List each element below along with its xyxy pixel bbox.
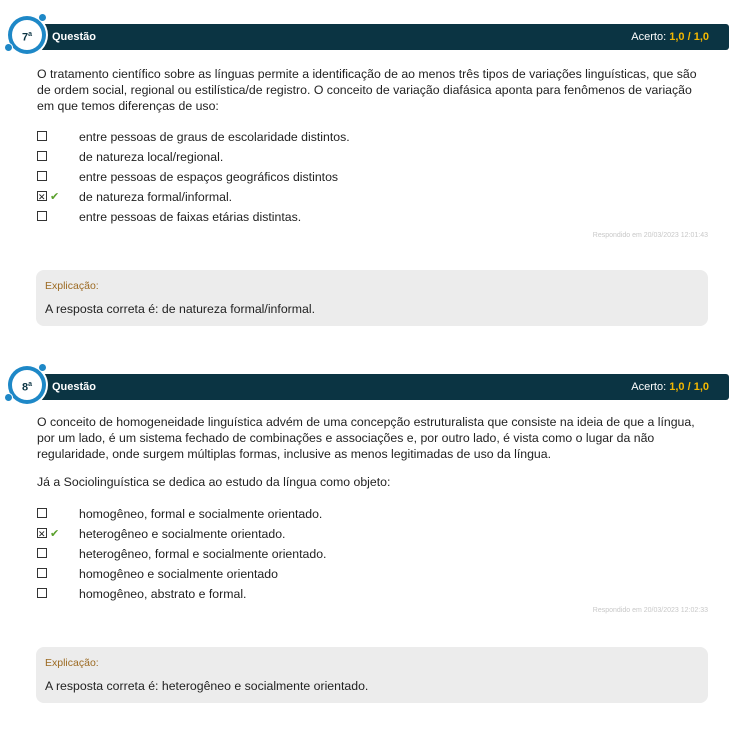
score-value: 1,0: [669, 381, 685, 393]
option-text: entre pessoas de faixas etárias distintas.: [79, 210, 302, 224]
explanation-title: Explicação:: [45, 280, 99, 292]
checkmark-icon: ✔: [50, 191, 60, 203]
question-header: [28, 24, 729, 50]
question-number-badge: [8, 366, 46, 404]
explanation-title: Explicação:: [45, 657, 99, 669]
explanation-text: A resposta correta é: heterogêneo e socialmente orientado.: [45, 679, 369, 693]
checkbox-checked-icon[interactable]: [37, 191, 47, 201]
score-total: 1,0: [693, 381, 709, 393]
question-number: 7: [21, 31, 29, 44]
checkbox-icon[interactable]: [37, 131, 47, 141]
badge-dot-icon: [4, 43, 13, 52]
question-stem: O conceito de homogeneidade linguística advém de uma concepção estruturalista que consiste na ideia de que a língua, por um lado, é um sistema fechado de combinações e associações e, por outro lado, é vista como o lugar da não regularidade, onde surgem múltiplas formas, inclusive as menos legitimadas de uso da língua.: [37, 415, 695, 461]
option-text: homogêneo, abstrato e formal.: [79, 587, 247, 601]
score: [631, 381, 709, 393]
checkbox-icon[interactable]: [37, 568, 47, 578]
question-label: Questão: [52, 381, 97, 393]
answered-timestamp: Respondido em 20/03/2023 12:01:43: [592, 232, 708, 239]
question-label: Questão: [52, 31, 97, 43]
checkbox-icon[interactable]: [37, 588, 47, 598]
option-text: de natureza formal/informal.: [79, 190, 233, 204]
question-ordinal: a: [28, 381, 33, 388]
option-text: de natureza local/regional.: [79, 150, 224, 164]
option-text: homogêneo, formal e socialmente orientado.: [79, 507, 323, 521]
checkbox-icon[interactable]: [37, 151, 47, 161]
explanation-box: [36, 270, 708, 326]
score: [631, 31, 709, 43]
checkmark-icon: ✔: [50, 528, 60, 540]
score-total: 1,0: [693, 31, 709, 43]
option-text: entre pessoas de espaços geográficos distintos: [79, 170, 339, 184]
question-stem: O tratamento científico sobre as línguas permite a identificação de ao menos três tipos de variações linguísticas, que são de ordem social, regional ou estilística/de registro. O conceito de variação diafásica aponta para fenômenos de variação em que temos diferenças de uso:: [37, 67, 697, 113]
score-label: Acerto:: [631, 31, 667, 43]
explanation-box: [36, 647, 708, 703]
question-header: [28, 374, 729, 400]
score-value: 1,0: [669, 31, 685, 43]
option-text: heterogêneo, formal e socialmente orientado.: [79, 547, 327, 561]
answered-timestamp: Respondido em 20/03/2023 12:02:33: [592, 607, 708, 614]
score-separator: /: [687, 31, 691, 43]
checkbox-icon[interactable]: [37, 508, 47, 518]
question-number-badge: [8, 16, 46, 54]
checkbox-icon[interactable]: [37, 548, 47, 558]
checkbox-icon[interactable]: [37, 211, 47, 221]
badge-dot-icon: [38, 363, 47, 372]
question-ordinal: a: [28, 31, 33, 38]
score-separator: /: [687, 381, 691, 393]
option-text: entre pessoas de graus de escolaridade distintos.: [79, 130, 350, 144]
checkbox-checked-icon[interactable]: [37, 528, 47, 538]
badge-dot-icon: [38, 13, 47, 22]
badge-dot-icon: [4, 393, 13, 402]
option-text: homogêneo e socialmente orientado: [79, 567, 278, 581]
question-number: 8: [21, 381, 29, 394]
score-label: Acerto:: [631, 381, 667, 393]
explanation-text: A resposta correta é: de natureza formal/informal.: [45, 302, 315, 316]
option-text: heterogêneo e socialmente orientado.: [79, 527, 286, 541]
checkbox-icon[interactable]: [37, 171, 47, 181]
question-stem-secondary: Já a Sociolinguística se dedica ao estudo da língua como objeto:: [37, 475, 391, 489]
